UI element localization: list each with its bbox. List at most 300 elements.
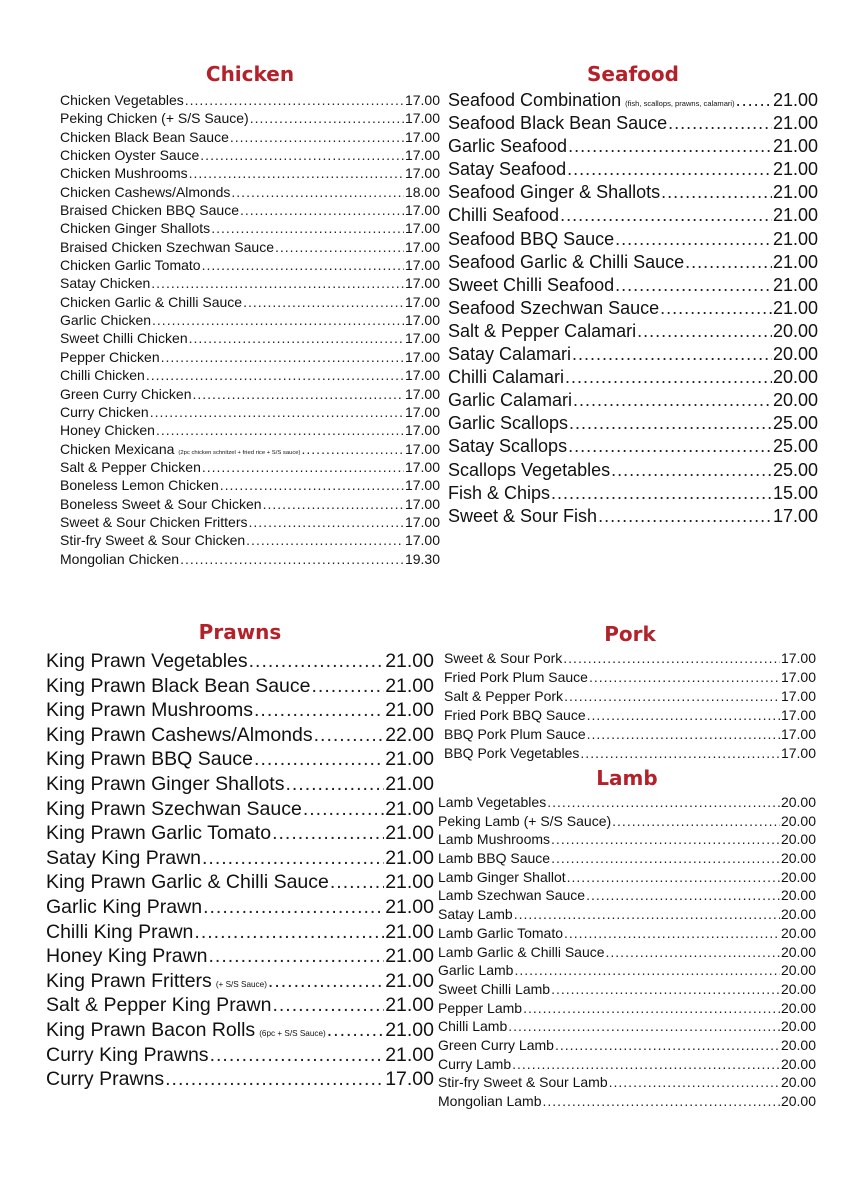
item-price: 21.00: [385, 895, 434, 918]
menu-item: [60, 514, 440, 532]
item-name: Chicken Black Bean Sauce: [60, 128, 229, 145]
item-name: Boneless Sweet & Sour Chicken: [60, 495, 262, 512]
menu-item: [60, 404, 440, 422]
item-name: Chicken Vegetables: [60, 92, 184, 108]
dot-leader: [560, 205, 772, 226]
item-name: Seafood Szechwan Sauce: [448, 297, 660, 318]
item-price: 20.00: [772, 344, 818, 365]
item-note: (fish, scallops, prawns, calamari): [625, 99, 735, 108]
menu-item: [438, 944, 816, 963]
menu-item: [448, 159, 818, 182]
menu-item: [444, 688, 816, 707]
menu-item: [46, 724, 434, 749]
menu-item: [444, 669, 816, 688]
item-name: King Prawn Cashews/Almonds: [46, 723, 313, 746]
prawns-list: [46, 650, 434, 1093]
item-name: Satay Scallops: [448, 436, 568, 457]
item-name: King Prawn Black Bean Sauce: [46, 674, 311, 697]
menu-item: [448, 252, 818, 275]
menu-item: [46, 847, 434, 872]
dot-leader: [254, 699, 384, 722]
dot-leader: [551, 483, 772, 504]
dot-leader: [185, 92, 404, 108]
menu-item: [448, 390, 818, 413]
menu-item: [46, 675, 434, 700]
lamb-heading: Lamb: [596, 766, 658, 790]
menu-item: [448, 275, 818, 298]
dot-leader: [180, 551, 404, 567]
item-price: 20.00: [772, 390, 818, 411]
dot-leader: [275, 239, 404, 255]
dot-leader: [150, 404, 404, 420]
menu-item: [60, 294, 440, 312]
menu-item: [448, 136, 818, 159]
menu-item: [60, 422, 440, 440]
item-price: 17.00: [404, 220, 440, 237]
menu-item: [438, 794, 816, 813]
menu-item: [46, 1044, 434, 1069]
dot-leader: [736, 90, 772, 111]
menu-item: [46, 994, 434, 1019]
item-name: Lamb Szechwan Sauce: [438, 887, 586, 904]
menu-item: [444, 745, 816, 764]
menu-item: [448, 344, 818, 367]
menu-item: [60, 330, 440, 348]
item-price: 17.00: [404, 147, 440, 164]
dot-leader: [302, 441, 404, 457]
item-price: 20.00: [780, 1018, 816, 1035]
item-price: 17.00: [385, 1068, 434, 1091]
item-name: Pepper Chicken: [60, 348, 160, 365]
item-price: 17.00: [404, 403, 440, 420]
item-name: Fried Pork Plum Sauce: [444, 669, 588, 685]
dot-leader: [327, 1019, 384, 1042]
dot-leader: [685, 252, 772, 273]
item-name: Sweet Chilli Chicken: [60, 330, 188, 347]
item-price: 20.00: [780, 943, 816, 960]
dot-leader: [589, 669, 780, 685]
menu-item: [46, 896, 434, 921]
chicken-heading: Chicken: [205, 62, 295, 86]
prawns-section: [46, 620, 434, 1093]
dot-leader: [202, 459, 404, 475]
menu-item: [60, 551, 440, 569]
item-price: 21.00: [385, 1043, 434, 1066]
item-price: 20.00: [780, 999, 816, 1016]
menu-item: [438, 1000, 816, 1019]
item-name: Honey Chicken: [60, 422, 155, 439]
dot-leader: [220, 477, 404, 493]
menu-item: [448, 436, 818, 459]
dot-leader: [565, 367, 772, 388]
dot-leader: [202, 257, 404, 273]
item-name: Fish & Chips: [448, 482, 551, 503]
item-name: King Prawn Garlic Tomato: [46, 822, 272, 845]
item-name: Braised Chicken BBQ Sauce: [60, 202, 239, 219]
dot-leader: [514, 962, 779, 978]
dot-leader: [202, 847, 384, 870]
menu-item: [448, 229, 818, 252]
menu-item: [46, 871, 434, 896]
item-price: 17.00: [404, 202, 440, 219]
chicken-section: [60, 62, 440, 569]
item-price: 25.00: [772, 436, 818, 457]
item-price: 17.00: [780, 688, 816, 704]
item-note: (2pc chicken schnitzel + fried rice + S/S sauce): [178, 449, 301, 456]
item-name: Chicken Mexicana: [60, 440, 175, 457]
item-name: Pepper Lamb: [438, 999, 523, 1016]
item-price: 21.00: [385, 994, 434, 1017]
menu-item: [448, 182, 818, 205]
item-price: 21.00: [772, 182, 818, 203]
menu-item: [438, 1018, 816, 1037]
menu-item: [46, 945, 434, 970]
menu-item: [438, 962, 816, 981]
item-name: Chilli Seafood: [448, 205, 560, 226]
item-name: Garlic Lamb: [438, 962, 514, 979]
item-name: Honey King Prawn: [46, 945, 208, 968]
menu-item: [438, 1074, 816, 1093]
item-price: 15.00: [772, 482, 818, 503]
item-name: Satay King Prawn: [46, 846, 202, 869]
dot-leader: [272, 994, 384, 1017]
item-name: Lamb BBQ Sauce: [438, 850, 551, 867]
menu-item: [444, 726, 816, 745]
item-price: 25.00: [772, 459, 818, 480]
item-price: 17.00: [780, 726, 816, 742]
dot-leader: [668, 113, 772, 134]
item-price: 18.00: [404, 183, 440, 200]
item-name: Fried Pork BBQ Sauce: [444, 707, 586, 723]
menu-item: [46, 699, 434, 724]
menu-item: [60, 459, 440, 477]
item-price: 25.00: [772, 413, 818, 434]
item-price: 21.00: [385, 920, 434, 943]
item-name: Chilli Calamari: [448, 367, 565, 388]
item-name: Curry Prawns: [46, 1068, 165, 1091]
item-price: 17.00: [404, 532, 440, 549]
dot-leader: [240, 202, 404, 218]
menu-item: [438, 831, 816, 850]
dot-leader: [551, 981, 780, 997]
menu-item: [60, 220, 440, 238]
dot-leader: [514, 906, 780, 922]
dot-leader: [230, 129, 404, 145]
dot-leader: [551, 850, 780, 866]
menu-item: [438, 981, 816, 1000]
item-name: King Prawn Mushrooms: [46, 699, 253, 722]
item-name: Satay Lamb: [438, 906, 513, 923]
item-name: Curry Chicken: [60, 403, 149, 420]
item-name: Chicken Oyster Sauce: [60, 147, 200, 164]
menu-item: [438, 1093, 816, 1112]
item-name: BBQ Pork Plum Sauce: [444, 726, 586, 742]
menu-item: [60, 110, 440, 128]
item-price: 17.00: [404, 275, 440, 292]
item-price: 20.00: [780, 887, 816, 904]
item-price: 20.00: [780, 850, 816, 867]
item-name: Garlic King Prawn: [46, 895, 203, 918]
dot-leader: [189, 330, 404, 346]
menu-item: [46, 822, 434, 847]
item-name: Seafood Black Bean Sauce: [448, 113, 668, 134]
dot-leader: [314, 724, 385, 747]
item-name: Green Curry Lamb: [438, 1036, 554, 1053]
item-name: Boneless Lemon Chicken: [60, 477, 219, 494]
item-note: (6pc + S/S Sauce): [259, 1028, 326, 1038]
item-price: 20.00: [780, 1093, 816, 1109]
item-name: King Prawn Szechwan Sauce: [46, 797, 302, 820]
dot-leader: [250, 110, 404, 126]
item-price: 17.00: [404, 367, 440, 384]
item-price: 21.00: [772, 205, 818, 226]
prawns-heading: Prawns: [198, 620, 282, 644]
dot-leader: [189, 165, 404, 181]
chicken-list: [60, 92, 440, 569]
dot-leader: [587, 707, 780, 723]
item-price: 21.00: [385, 945, 434, 968]
dot-leader: [598, 506, 772, 527]
item-price: 21.00: [385, 822, 434, 845]
dot-leader: [612, 813, 780, 829]
item-name: Sweet Chilli Seafood: [448, 274, 615, 295]
item-name: BBQ Pork Vegetables: [444, 745, 580, 761]
item-name: Lamb Garlic & Chilli Sauce: [438, 943, 605, 960]
item-name: Seafood BBQ Sauce: [448, 228, 615, 249]
pork-section: [444, 622, 816, 764]
menu-item: [438, 813, 816, 832]
item-name: Satay Calamari: [448, 344, 572, 365]
dot-leader: [637, 321, 772, 342]
dot-leader: [151, 275, 404, 291]
item-price: 17.00: [772, 505, 818, 526]
dot-leader: [263, 496, 404, 512]
item-price: 21.00: [385, 772, 434, 795]
dot-leader: [609, 1074, 780, 1090]
menu-item: [444, 650, 816, 669]
item-price: 17.00: [780, 650, 816, 666]
menu-item: [60, 477, 440, 495]
item-price: 17.00: [404, 477, 440, 494]
dot-leader: [209, 945, 385, 968]
menu-item: [438, 887, 816, 906]
item-name: Chilli Lamb: [438, 1018, 508, 1035]
item-price: 20.00: [772, 367, 818, 388]
item-price: 21.00: [772, 297, 818, 318]
item-price: 21.00: [385, 797, 434, 820]
menu-item: [448, 321, 818, 344]
menu-item: [46, 970, 434, 995]
item-name: Garlic Seafood: [448, 136, 568, 157]
item-price: 17.00: [404, 92, 440, 108]
dot-leader: [568, 136, 772, 157]
item-name: Satay Chicken: [60, 275, 151, 292]
dot-leader: [567, 869, 780, 885]
menu-item: [46, 773, 434, 798]
item-price: 22.00: [385, 723, 434, 746]
item-name: Garlic Scallops: [448, 413, 569, 434]
item-name: King Prawn BBQ Sauce: [46, 748, 254, 771]
item-name: King Prawn Ginger Shallots: [46, 772, 285, 795]
menu-item: [448, 298, 818, 321]
item-price: 21.00: [772, 251, 818, 272]
item-price: 17.00: [404, 348, 440, 365]
item-price: 17.00: [780, 707, 816, 723]
dot-leader: [606, 944, 780, 960]
item-price: 21.00: [385, 969, 434, 992]
dot-leader: [564, 688, 780, 704]
menu-item: [438, 1056, 816, 1075]
item-price: 21.00: [772, 274, 818, 295]
item-name: Lamb Ginger Shallot: [438, 868, 566, 885]
item-price: 17.00: [404, 440, 440, 457]
dot-leader: [312, 675, 385, 698]
item-price: 20.00: [780, 1074, 816, 1091]
menu-item: [438, 850, 816, 869]
menu-item: [60, 129, 440, 147]
item-name: Peking Chicken (+ S/S Sauce): [60, 110, 249, 127]
item-name: Sweet & Sour Chicken Fritters: [60, 513, 248, 530]
item-price: 21.00: [772, 159, 818, 180]
item-name: King Prawn Vegetables: [46, 650, 248, 672]
item-price: 21.00: [385, 650, 434, 672]
dot-leader: [254, 748, 384, 771]
dot-leader: [587, 726, 780, 742]
menu-item: [60, 184, 440, 202]
dot-leader: [586, 887, 780, 903]
item-name: Lamb Vegetables: [438, 794, 547, 810]
item-price: 21.00: [772, 228, 818, 249]
menu-item: [448, 413, 818, 436]
menu-item: [60, 165, 440, 183]
dot-leader: [660, 298, 772, 319]
dot-leader: [246, 532, 404, 548]
dot-leader: [146, 367, 404, 383]
menu-item: [438, 925, 816, 944]
item-price: 17.00: [404, 312, 440, 329]
item-price: 20.00: [780, 812, 816, 829]
dot-leader: [580, 745, 780, 761]
menu-item: [46, 650, 434, 675]
dot-leader: [203, 896, 384, 919]
item-price: 21.00: [772, 90, 818, 110]
menu-item: [46, 1068, 434, 1093]
item-price: 17.00: [780, 669, 816, 685]
item-name: Chicken Mushrooms: [60, 165, 188, 182]
dot-leader: [156, 422, 404, 438]
dot-leader: [200, 147, 404, 163]
dot-leader: [611, 460, 772, 481]
item-price: 17.00: [404, 128, 440, 145]
item-name: Mongolian Lamb: [438, 1093, 542, 1109]
lamb-list: [438, 794, 816, 1112]
item-name: Seafood Combination: [448, 90, 622, 110]
dot-leader: [303, 798, 384, 821]
item-price: 17.00: [404, 458, 440, 475]
item-name: Salt & Pepper King Prawn: [46, 994, 272, 1017]
dot-leader: [564, 925, 780, 941]
dot-leader: [210, 1044, 385, 1067]
menu-item: [448, 460, 818, 483]
item-name: Chilli King Prawn: [46, 920, 194, 943]
dot-leader: [567, 159, 772, 180]
dot-leader: [551, 831, 780, 847]
item-price: 17.00: [404, 330, 440, 347]
menu-item: [60, 239, 440, 257]
item-name: Satay Seafood: [448, 159, 567, 180]
lamb-section: [438, 766, 816, 1112]
item-price: 21.00: [385, 871, 434, 894]
item-name: Seafood Garlic & Chilli Sauce: [448, 251, 685, 272]
menu-item: [46, 1019, 434, 1044]
item-price: 19.30: [404, 550, 440, 567]
menu-item: [60, 257, 440, 275]
item-name: Sweet & Sour Pork: [444, 650, 563, 666]
item-name: Stir-fry Sweet & Sour Lamb: [438, 1074, 608, 1091]
dot-leader: [211, 220, 404, 236]
pork-heading: Pork: [604, 622, 656, 646]
dot-leader: [152, 312, 404, 328]
item-name: Lamb Garlic Tomato: [438, 924, 564, 941]
item-price: 17.00: [404, 422, 440, 439]
item-name: Green Curry Chicken: [60, 385, 192, 402]
item-price: 20.00: [780, 794, 816, 810]
item-price: 17.00: [404, 385, 440, 402]
item-price: 21.00: [385, 748, 434, 771]
menu-item: [46, 921, 434, 946]
menu-item: [60, 349, 440, 367]
dot-leader: [543, 1093, 780, 1109]
item-price: 20.00: [780, 831, 816, 848]
menu-item: [444, 707, 816, 726]
seafood-heading: Seafood: [587, 62, 679, 86]
menu-item: [448, 483, 818, 506]
seafood-list: [448, 90, 818, 529]
dot-leader: [508, 1018, 780, 1034]
item-name: Salt & Pepper Pork: [444, 688, 564, 704]
dot-leader: [249, 514, 404, 530]
dot-leader: [563, 650, 780, 666]
dot-leader: [569, 413, 772, 434]
dot-leader: [568, 436, 772, 457]
item-price: 17.00: [404, 257, 440, 274]
menu-item: [60, 147, 440, 165]
menu-item: [60, 92, 440, 110]
item-price: 20.00: [780, 868, 816, 885]
menu-item: [60, 367, 440, 385]
menu-item: [60, 202, 440, 220]
item-price: 21.00: [772, 136, 818, 157]
item-price: 21.00: [385, 699, 434, 722]
item-name: Mongolian Chicken: [60, 550, 180, 567]
item-price: 17.00: [780, 745, 816, 761]
menu-item: [60, 275, 440, 293]
item-name: Salt & Pepper Chicken: [60, 458, 201, 475]
menu-item: [448, 90, 818, 113]
item-name: Curry King Prawns: [46, 1043, 209, 1066]
item-name: Sweet Chilli Lamb: [438, 980, 551, 997]
menu-item: [60, 386, 440, 404]
item-name: Scallops Vegetables: [448, 459, 611, 480]
item-price: 17.00: [404, 293, 440, 310]
item-name: Chicken Garlic Tomato: [60, 257, 201, 274]
item-name: Seafood Ginger & Shallots: [448, 182, 661, 203]
dot-leader: [161, 349, 404, 365]
dot-leader: [231, 184, 404, 200]
item-price: 17.00: [404, 238, 440, 255]
item-price: 20.00: [772, 320, 818, 341]
menu-item: [60, 496, 440, 514]
